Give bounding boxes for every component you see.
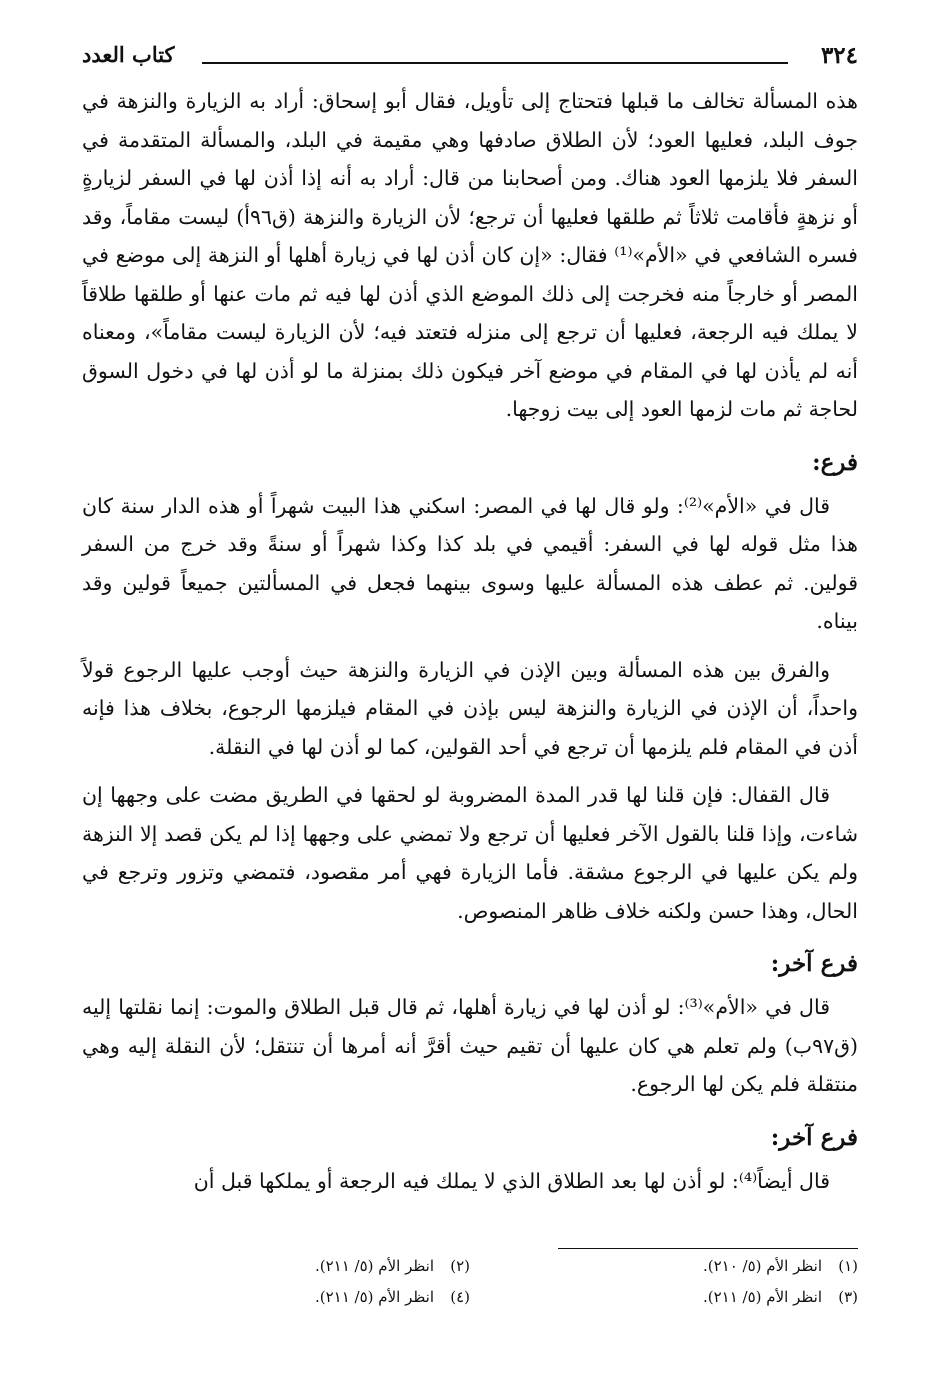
paragraph: والفرق بين هذه المسألة وبين الإذن في الزيارة والنزهة حيث أوجب عليها الرجوع قولاً واحداً، أن الإذن في الزيارة والنزهة ليس بإذن في المقام فيلزمها الرجوع، بخلاف هذا فإنه أذن في المقام فلم يلزمها أن ترجع في أحد القولين، كما لو أذن لها في النقلة. (82, 657, 858, 759)
page-header (82, 38, 858, 74)
footnote-number: (٢) (450, 1257, 470, 1275)
footnote-text: انظر الأم (٥/ ٢١١). (314, 1288, 434, 1306)
section-heading: فرع: (812, 448, 858, 476)
footnote (470, 1253, 858, 1280)
footnote-text: انظر الأم (٥/ ٢١٠). (702, 1257, 822, 1275)
footnote-rule (558, 1248, 858, 1249)
running-title: كتاب العدد (82, 42, 175, 67)
paragraph: قال في «الأم»⁽³⁾: لو أذن لها في زيارة أهلها، ثم قال قبل الطلاق والموت: إنما نقلتها إليه (ق٩٧ب) ولم تعلم هي كان عليها أن تقيم حيث أقرَّ أنه أمرها أن تنتقل؛ لأن النقلة إليه وهي منتقلة فلم يكن لها الرجوع. (82, 995, 858, 1096)
footnote-number: (٤) (450, 1288, 470, 1306)
paragraph: قال أيضاً⁽⁴⁾: لو أذن لها بعد الطلاق الذي لا يملك فيه الرجعة أو يملكها قبل أن (193, 1168, 830, 1193)
footnote-text: انظر الأم (٥/ ٢١١). (314, 1257, 434, 1275)
footnote-number: (١) (838, 1257, 858, 1275)
main-text (82, 82, 858, 1200)
footnote-number: (٣) (838, 1288, 858, 1306)
paragraph: هذه المسألة تخالف ما قبلها فتحتاج إلى تأويل، فقال أبو إسحاق: أراد به الزيارة والنزهة في جوف البلد، فعليها العود؛ لأن الطلاق صادفها وهي مقيمة في البلد، والمسألة المتقدمة في السفر فلا يلزمها العود هناك. ومن أصحابنا من قال: أراد به أنه إذا أذن لها في السفر لزيارةٍ أو نزهةٍ فأقامت ثلاثاً ثم طلقها فعليها أن ترجع؛ لأن الزيارة والنزهة (ق٩٦أ) ليست مقاماً، وقد فسره الشافعي في «الأم»⁽¹⁾ فقال: «إن كان أذن لها في زيارة أهلها أو النزهة إلى موضع في المصر أو خارجاً منه فخرجت إلى ذلك الموضع الذي أذن لها فيه ثم مات عنها أو طلقها طلاقاً لا يملك فيه الرجعة، فعليها أن ترجع إلى منزله فتعتد فيه؛ لأن الزيارة ليست مقاماً»، ومعناه أنه لم يأذن لها في المقام في موضع آخر فيكون ذلك بمنزلة ما لو أذن لها في دخول السوق لحاجة ثم مات لزمها العود إلى بيت زوجها. (82, 89, 859, 421)
page-number: ٣٢٤ (820, 42, 858, 69)
book-page (82, 38, 859, 1306)
footnote (82, 1284, 470, 1311)
header-rule (202, 62, 788, 64)
footnote (82, 1253, 470, 1280)
footnote-row (82, 1284, 858, 1311)
paragraph: قال في «الأم»⁽²⁾: ولو قال لها في المصر: اسكني هذا البيت شهراً أو هذه الدار سنة كان هذا مثل قوله لها في السفر: أقيمي في بلد كذا وكذا شهراً أو سنةً وقد خرج من السفر قولين. ثم عطف هذه المسألة عليها وسوى بينهما فجعل في المسألتين جميعاً قولين وقد بيناه. (82, 493, 858, 633)
paragraph: قال القفال: فإن قلنا لها قدر المدة المضروبة لو لحقها في الطريق مضت على وجهها إن شاءت، وإذا قلنا بالقول الآخر فعليها أن ترجع ولا تمضي على وجهها إذا لم يكن قصد إلا النزهة ولم يكن عليها في الرجوع مشقة. فأما الزيارة فهي أمر مقصود، فتمضي وتزور وترجع في الحال، وهذا حسن ولكنه خلاف ظاهر المنصوص. (82, 783, 858, 923)
footnote-text: انظر الأم (٥/ ٢١١). (702, 1288, 822, 1306)
footnote-row (82, 1253, 858, 1280)
footnote (470, 1284, 858, 1311)
section-heading: فرع آخر: (770, 1123, 858, 1151)
footnotes (82, 1248, 858, 1311)
section-heading: فرع آخر: (770, 950, 858, 977)
